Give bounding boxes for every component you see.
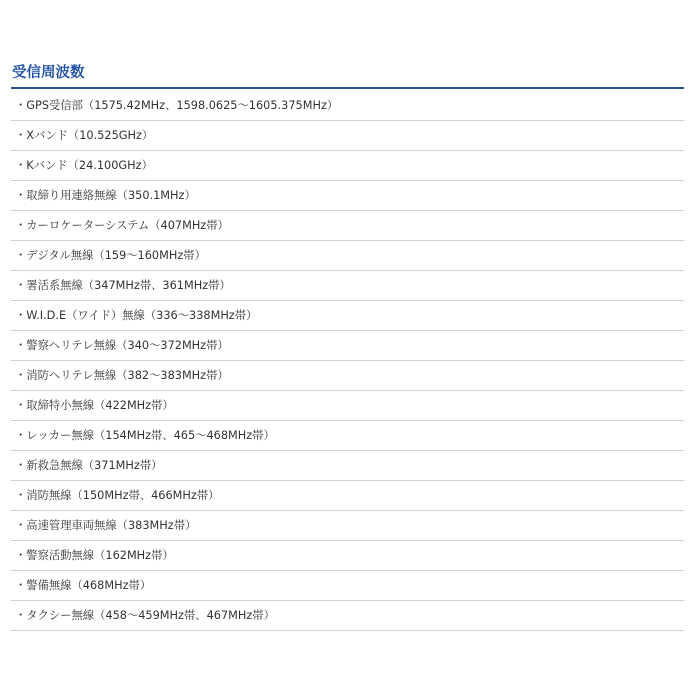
list-item: ・タクシー無線（458〜459MHz帯、467MHz帯） [11, 601, 684, 631]
list-item: ・W.I.D.E（ワイド）無線（336〜338MHz帯） [11, 301, 684, 331]
list-item: ・警備無線（468MHz帯） [11, 571, 684, 601]
list-item: ・カーロケーターシステム（407MHz帯） [11, 211, 684, 241]
list-item: ・消防無線（150MHz帯、466MHz帯） [11, 481, 684, 511]
frequency-list [11, 89, 684, 631]
list-item: ・レッカー無線（154MHz帯、465〜468MHz帯） [11, 421, 684, 451]
list-item: ・警察活動無線（162MHz帯） [11, 541, 684, 571]
list-item: ・署活系無線（347MHz帯、361MHz帯） [11, 271, 684, 301]
list-item: ・Kバンド（24.100GHz） [11, 151, 684, 181]
list-item: ・取締り用連絡無線（350.1MHz） [11, 181, 684, 211]
section-title: 受信周波数 [11, 62, 684, 89]
list-item: ・GPS受信部（1575.42MHz、1598.0625〜1605.375MHz） [11, 89, 684, 121]
list-item: ・取締特小無線（422MHz帯） [11, 391, 684, 421]
list-item: ・高速管理車両無線（383MHz帯） [11, 511, 684, 541]
list-item: ・Xバンド（10.525GHz） [11, 121, 684, 151]
list-item: ・新救急無線（371MHz帯） [11, 451, 684, 481]
list-item: ・デジタル無線（159〜160MHz帯） [11, 241, 684, 271]
reception-frequency-section [11, 62, 684, 631]
list-item: ・警察ヘリテレ無線（340〜372MHz帯） [11, 331, 684, 361]
list-item: ・消防ヘリテレ無線（382〜383MHz帯） [11, 361, 684, 391]
